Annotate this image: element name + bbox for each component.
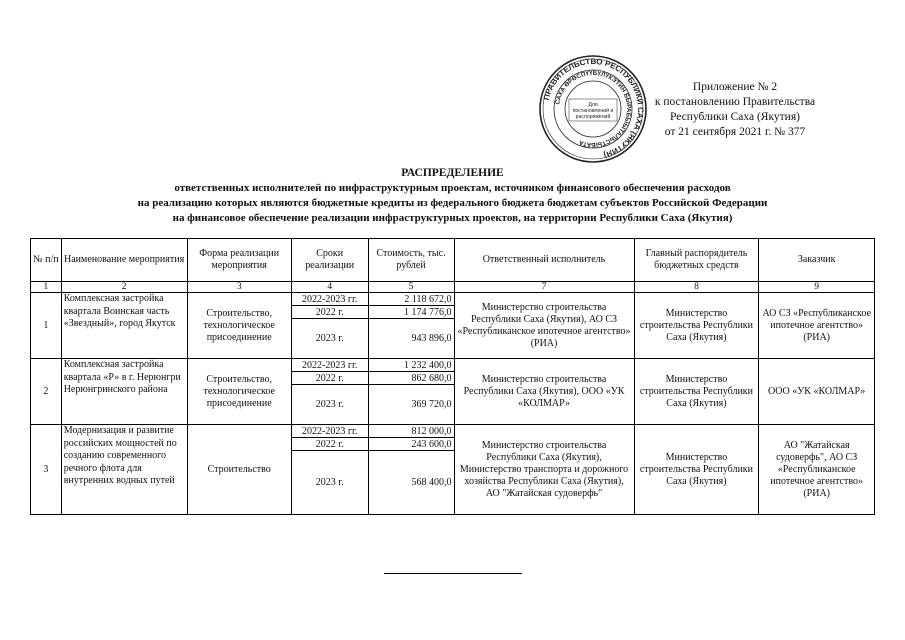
table-row (31, 425, 875, 438)
row-period: 2022 г. (291, 372, 368, 385)
row-num: 3 (31, 425, 62, 515)
row-executor: Министерство строительства Республики Саха (Якутия), АО СЗ «Республиканское ипотечное агентство» (РИА) (454, 293, 634, 359)
title-line-4: на финансовое обеспечение реализации инфраструктурных проектов, на территории Республики Саха (Якутия) (172, 212, 733, 224)
title-main: РАСПРЕДЕЛЕНИЕ (401, 167, 504, 179)
row-period: 2022-2023 гг. (291, 359, 368, 372)
table-row (31, 359, 875, 372)
row-period: 2022-2023 гг. (291, 293, 368, 306)
col-number: 4 (291, 282, 368, 293)
row-num: 2 (31, 359, 62, 425)
col-number: 3 (187, 282, 291, 293)
header-executor: Ответственный исполнитель (454, 239, 634, 282)
row-cost: 369 720,0 (368, 385, 454, 425)
seal-center-line3: распоряжений (575, 114, 611, 120)
closing-rule (384, 573, 522, 574)
row-period: 2022 г. (291, 438, 368, 451)
title-line-3: на реализацию которых являются бюджетные кредиты из федерального бюджета бюджетам субъектов Российской Федерации (137, 197, 768, 209)
appendix-resolution: к постановлению Правительства (654, 96, 816, 108)
appendix-block (630, 80, 840, 140)
row-cost: 862 680,0 (368, 372, 454, 385)
row-period: 2022 г. (291, 306, 368, 319)
row-customer: АО СЗ «Республиканское ипотечное агентство» (РИА) (759, 293, 875, 359)
title-line-2: ответственных исполнителей по инфраструктурным проектам, источником финансового обеспечения расходов (174, 182, 731, 194)
header-period: Сроки реализации (291, 239, 368, 282)
header-name: Наименование мероприятия (61, 239, 187, 282)
row-customer: ООО «УК «КОЛМАР» (759, 359, 875, 425)
row-executor: Министерство строительства Республики Саха (Якутия), ООО «УК «КОЛМАР» (454, 359, 634, 425)
row-cost: 812 000,0 (368, 425, 454, 438)
header-cost: Стоимость, тыс. рублей (368, 239, 454, 282)
row-num: 1 (31, 293, 62, 359)
row-period: 2022-2023 гг. (291, 425, 368, 438)
appendix-number: Приложение № 2 (692, 81, 778, 93)
col-number: 2 (61, 282, 187, 293)
row-manager: Министерство строительства Республики Саха (Якутия) (634, 425, 759, 515)
column-number-row (31, 282, 875, 293)
row-period: 2023 г. (291, 451, 368, 515)
row-period: 2023 г. (291, 319, 368, 359)
col-number: 1 (31, 282, 62, 293)
header-customer: Заказчик (759, 239, 875, 282)
seal-center-line2: постановлений и (572, 108, 614, 114)
header-form: Форма реализации мероприятия (187, 239, 291, 282)
appendix-republic: Республики Саха (Якутия) (670, 111, 800, 123)
row-cost: 1 232 400,0 (368, 359, 454, 372)
row-name: Модернизация и развитие российских мощностей по созданию современного речного флота для внутренних водных путей (61, 425, 187, 515)
header-manager: Главный распорядитель бюджетных средств (634, 239, 759, 282)
row-cost: 243 600,0 (368, 438, 454, 451)
table-header-row (31, 239, 875, 282)
row-name: Комплексная застройка квартала «Р» в г. Нерюнгри Нерюнгринского района (61, 359, 187, 425)
row-manager: Министерство строительства Республики Саха (Якутия) (634, 359, 759, 425)
seal-center-line1: Для (588, 102, 598, 108)
col-number: 8 (634, 282, 759, 293)
row-period: 2023 г. (291, 385, 368, 425)
row-customer: АО "Жатайская судоверфь", АО СЗ «Республиканское ипотечное агентство» (РИА) (759, 425, 875, 515)
col-number: 5 (368, 282, 454, 293)
seal-outer-text: ПРАВИТЕЛЬСТВО РЕСПУБЛИКИ САХА (ЯКУТИЯ) (541, 56, 646, 160)
row-cost: 2 118 672,0 (368, 293, 454, 306)
table-row (31, 293, 875, 306)
row-cost: 1 174 776,0 (368, 306, 454, 319)
col-number: 7 (454, 282, 634, 293)
document-title (30, 166, 875, 226)
appendix-date: от 21 сентября 2021 г. № 377 (664, 126, 806, 138)
seal-inner-text: САХА ӨРӨСПҮҮБҮЛҮКЭТИН БЫРАБЫЫТАЛЬСТЫБАТА (554, 69, 633, 149)
header-num: № п/п (31, 239, 62, 282)
col-number: 9 (759, 282, 875, 293)
row-form: Строительство (187, 425, 291, 515)
row-manager: Министерство строительства Республики Саха (Якутия) (634, 293, 759, 359)
row-name: Комплексная застройка квартала Воинская часть «Звездный», город Якутск (61, 293, 187, 359)
row-form: Строительство, технологическое присоединение (187, 359, 291, 425)
row-form: Строительство, технологическое присоединение (187, 293, 291, 359)
row-executor: Министерство строительства Республики Саха (Якутия), Министерство транспорта и дорожного хозяйства Республики Саха (Якутия), АО "Жатайская судоверфь" (454, 425, 634, 515)
distribution-table (30, 238, 875, 515)
row-cost: 568 400,0 (368, 451, 454, 515)
row-cost: 943 896,0 (368, 319, 454, 359)
